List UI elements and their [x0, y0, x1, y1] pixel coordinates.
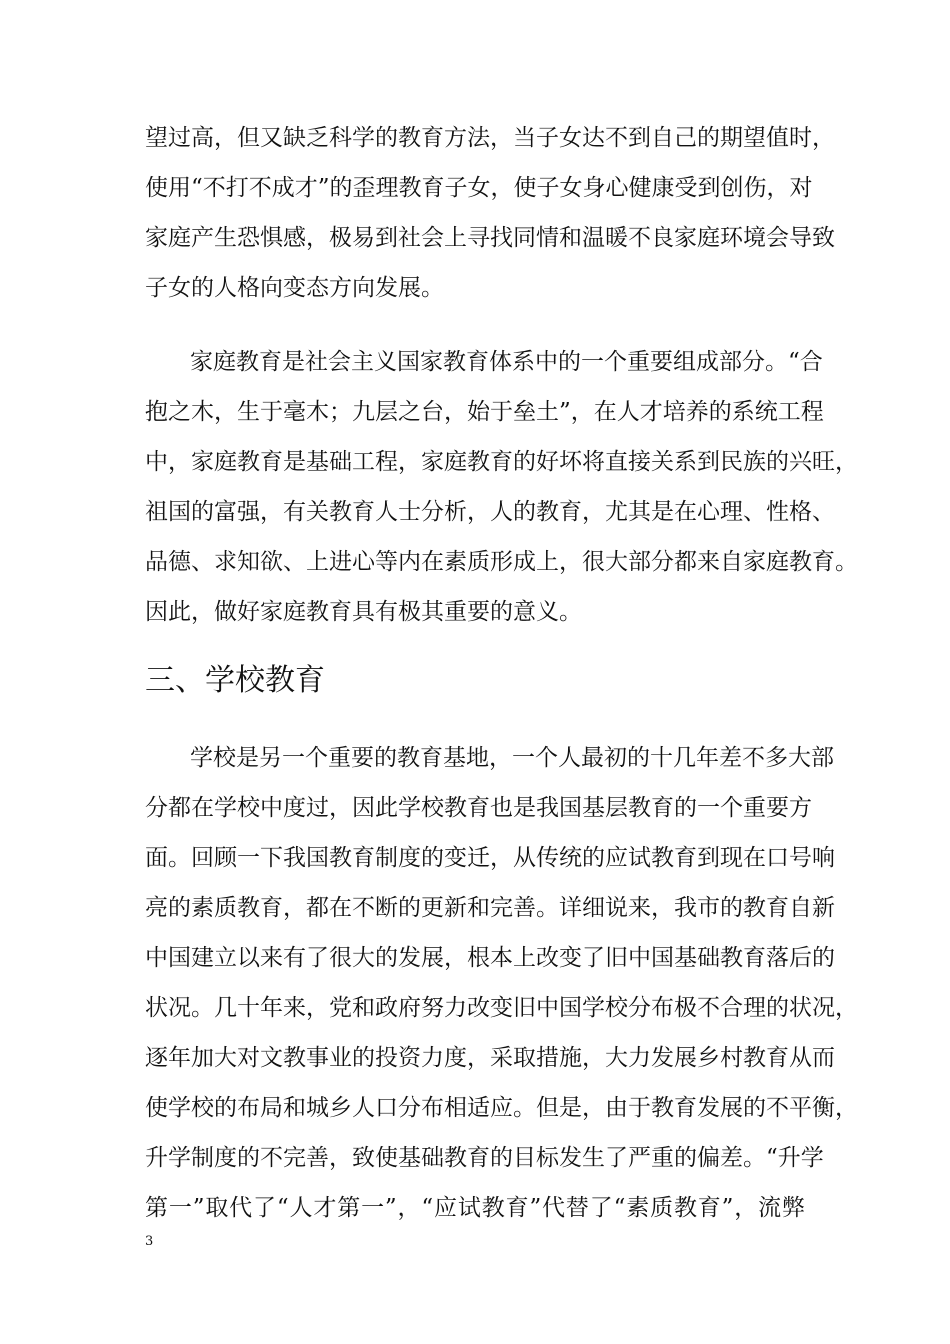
paragraph-3-line-10: 第一”取代了“人才第一”，“应试教育”代替了“素质教育”，流弊 [145, 1195, 805, 1221]
paragraph-3-line-5: 中国建立以来有了很大的发展，根本上改变了旧中国基础教育落后的 [145, 945, 835, 971]
paragraph-2-line-2: 抱之木，生于毫木；九层之台，始于垒土”，在人才培养的系统工程 [145, 399, 824, 425]
paragraph-3-line-4: 亮的素质教育，都在不断的更新和完善。详细说来，我市的教育自新 [145, 895, 835, 921]
paragraph-2-line-5: 品德、求知欲、上进心等内在素质形成上，很大部分都来自家庭教育。 [145, 549, 858, 575]
paragraph-1-line-2: 使用“不打不成才”的歪理教育子女，使子女身心健康受到创伤，对 [145, 175, 813, 201]
paragraph-1-line-3: 家庭产生恐惧感，极易到社会上寻找同情和温暖不良家庭环境会导致 [145, 225, 835, 251]
paragraph-2-line-1: 家庭教育是社会主义国家教育体系中的一个重要组成部分。“合 [190, 349, 823, 375]
paragraph-2-line-3: 中，家庭教育是基础工程，家庭教育的好坏将直接关系到民族的兴旺， [145, 449, 858, 475]
paragraph-3-line-3: 面。回顾一下我国教育制度的变迁，从传统的应试教育到现在口号响 [145, 845, 835, 871]
paragraph-3-line-1: 学校是另一个重要的教育基地，一个人最初的十几年差不多大部 [190, 745, 834, 771]
paragraph-1-line-4: 子女的人格向变态方向发展。 [145, 275, 444, 301]
paragraph-2-line-6: 因此，做好家庭教育具有极其重要的意义。 [145, 599, 582, 625]
paragraph-1-line-1: 望过高，但又缺乏科学的教育方法，当子女达不到自己的期望值时， [145, 125, 835, 151]
section-heading: 三、学校教育 [145, 663, 325, 698]
paragraph-3-line-2: 分都在学校中度过，因此学校教育也是我国基层教育的一个重要方 [145, 795, 812, 821]
page-number: 3 [145, 1234, 154, 1249]
paragraph-3-line-9: 升学制度的不完善，致使基础教育的目标发生了严重的偏差。“升学 [145, 1145, 824, 1171]
paragraph-3-line-8: 使学校的布局和城乡人口分布相适应。但是，由于教育发展的不平衡， [145, 1095, 858, 1121]
paragraph-2-line-4: 祖国的富强，有关教育人士分析，人的教育，尤其是在心理、性格、 [145, 499, 835, 525]
paragraph-3-line-7: 逐年加大对文教事业的投资力度，采取措施，大力发展乡村教育从而 [145, 1045, 835, 1071]
paragraph-3-line-6: 状况。几十年来，党和政府努力改变旧中国学校分布极不合理的状况， [145, 995, 858, 1021]
